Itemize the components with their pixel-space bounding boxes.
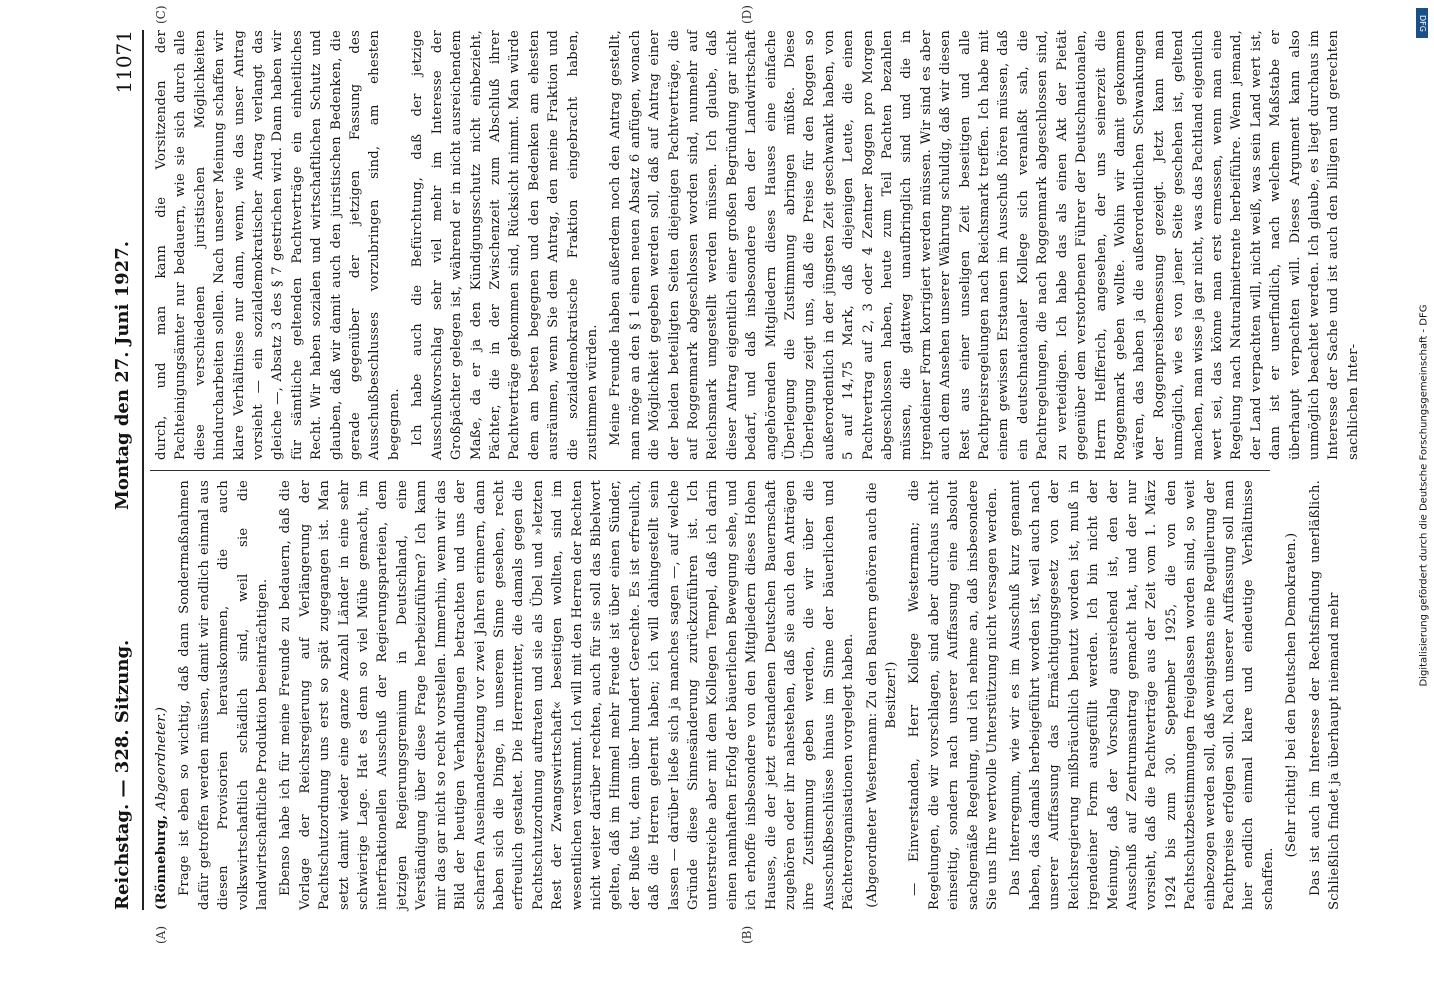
page-content [110, 5, 1361, 944]
right-column [152, 30, 1361, 460]
digitization-note [1414, 60, 1430, 940]
margin-mark-a: (A) [154, 925, 168, 944]
speaker-name: (Rönneburg, [154, 814, 169, 910]
paragraph: Meine Freunde haben außerdem noch den Antrag gestellt, man möge an den § 1 einen neuen Absatz 6 anfügen, wonach die Möglichkeit gegeben werden soll, daß auf Antrag einer der beiden beteiligten Seiten diejenigen Pachtverträge, die auf Roggenmark abgeschlossen worden sind, nunmehr auf Reichsmark umgestellt werden müssen. Ich glaube, daß dieser Antrag eigentlich einer großen Begründung gar nicht bedarf, und daß insbesondere den der Landwirtschaft angehörenden Mitgliedern dieses Hauses eine einfache Überlegung die Zustimmung abringen müßte. Diese Überlegung zeigt uns, daß die Preise für den Roggen so außerordentlich in der jüngsten Zeit geschwankt haben, von 5 auf 14,75 Mark, daß diejenigen Leute, die einen Pachtvertrag auf 2, 3 oder 4 Zentner Roggen pro Morgen abgeschlossen haben, heute zum Teil Pachten bezahlen müssen, die glattweg unaufbringlich sind und die in irgendeiner Form korrigiert werden müssen. Wir sind es aber auch dem Ansehen unserer Währung schuldig, daß wir diesen Rest aus einer unseligen Zeit beseitigen und alle Pachtpreisregelungen nach Reichsmark treffen. Ich habe mit einem gewissen Erstaunen im Ausschuß hören müssen, daß ein deutschnationaler Kollege sich veranlaßt sah, die Pachtregelungen, die nach Roggenmark abgeschlossen sind, zu verteidigen. Ich habe das als einen Akt der Pietät gegenüber dem verstorbenen Führer der Deutschnationalen, Herrn Helfferich, angesehen, der uns seinerzeit die Roggenmark geben wollte. Wohin wir damit gekommen wären, das haben ja die außerordentlichen Schwankungen der Roggenpreisbemessung gezeigt. Jetzt kann man unmöglich, wie es von jener Seite geschehen ist, geltend machen, man wisse ja gar nicht, was das Pachtland eigentlich wert sei, das könne man erst ermessen, wenn man eine Regelung nach Naturalmietrente herbeiführe. Wenn jemand, der Land verpachten will, nicht weiß, was sein Land wert ist, dann ist er unerfindlich, nach welchem Maßstabe er überhaupt verpachten will. Dieses Argument kann also unmöglich beachtet werden. Ich glaube, es liegt durchaus im Interesse der Sache und ist auch den billigen und gerechten sachlichen Inter- [608, 30, 1361, 460]
interjection: (Sehr richtig! bei den Deutschen Demokraten.) [1284, 532, 1300, 858]
paragraph: Frage ist eben so wichtig, daß dann Sondermaßnahmen dafür getroffen werden müssen, damit wir endlich einmal aus diesen Provisorien herauskommen, die auch volkswirtschaftlich schädlich sind, weil sie die landwirtschaftliche Produktion beeinträchtigen. [177, 480, 271, 910]
paragraph: Ich habe auch die Befürchtung, daß der jetzige Ausschußvorschlag sehr viel mehr im Interesse der Großpächter gelegen ist, während er in nicht ausreichendem Maße, da er ja den Kündigungsschutz nicht einbezieht, Pächter, die in der Zwischenzeit zum Abschluß ihrer Pachtverträge gekommen sind, Rücksicht nimmt. Man würde dem am besten begegnen und den Bedenken am ehesten ausräumen, wenn Sie dem Antrag, den meine Fraktion und die sozialdemokratische Fraktion eingebracht haben, zustimmen würden. [410, 30, 600, 460]
header-page-number: 11071 [112, 30, 136, 94]
header-date: Montag den 27. Juni 1927. [112, 241, 133, 510]
rotated-newspaper-page [30, 0, 1361, 970]
margin-mark-b: (B) [740, 925, 754, 944]
header-session: Reichstag. — 328. Sitzung. [112, 639, 133, 910]
margin-mark-c: (C) [154, 5, 168, 24]
paragraph: durch, und man kann die Vorsitzenden der Pachteinigungsämter nur bedauern, wie sie sich durch alle diese verschiedenen juristischen Möglichkeiten hindurcharbeiten sollen. Nach unserer Meinung schaffen wir klare Verhältnisse nur dann, wenn, wie das unser Antrag vorsieht — ein sozialdemokratischer Antrag verlangt das gleiche —, Absatz 3 des § 7 gestrichen wird. Dann haben wir für sämtliche geltenden Pachtverträge ein einheitliches Recht. Wir haben sozialen und wirtschaftlichen Schutz und glauben, daß wir damit auch den juristischen Bedenken, die gerade gegenüber der jetzigen Fassung des Ausschußbeschlusses vorzubringen sind, am ehesten begegnen. [154, 30, 402, 460]
paragraph: Das ist auch im Interesse der Rechtsfindung unerläßlich. Schließlich findet ja überhaupt niemand mehr [1307, 480, 1342, 910]
running-head [110, 30, 140, 910]
margin-mark-d: (D) [740, 5, 754, 24]
paragraph: — Einverstanden, Herr Kollege Westermann; die Regelungen, die wir vorschlagen, sind aber durchaus nicht einseitig, sondern nach unserer Auffassung eine absolut sachgemäße Regelung, und ich nehme an, daß insbesondere Sie uns Ihre wertvolle Unterstützung nicht versagen werden. [907, 480, 1001, 910]
interjection: (Abgeordneter Westermann: Zu den Bauern gehören auch die Besitzer!) [864, 482, 900, 908]
left-column [152, 480, 1342, 910]
column-divider [150, 470, 1270, 471]
header-rule [142, 30, 144, 910]
speaker-role: Abgeordneter.) [154, 706, 169, 811]
digitization-note-text: Digitalisierung gefördert durch die Deutsche Forschungsgemeinschaft - DFG [1418, 304, 1430, 687]
paragraph: Ebenso habe ich für meine Freunde zu bedauern, daß die Vorlage der Reichsregierung auf Verlängerung der Pachtschutzordnung uns erst so spät zugegangen ist. Man setzt damit wieder eine ganze Anzahl Länder in eine sehr schwierige Lage. Hat es denn so viel Mühe gemacht, im interfraktionellen Ausschuß der Regierungsparteien, dem jetzigen Regierungsgremium in Deutschland, eine Verständigung über diese Frage herbeizuführen? Ich kann mir das gar nicht so recht vorstellen. Immerhin, wenn wir das Bild der heutigen Verhandlungen betrachten und uns der scharfen Auseinandersetzung vor zwei Jahren erinnern, dann haben sich die Dinge, in unserem Sinne gesehen, recht erfreulich gestaltet. Die Herrenritter, die damals gegen die Pachtschutzordnung auftraten und sie als Übel und »letzten Rest der Zwangswirtschaft« beseitigen wollten, sind im wesentlichen verstummt. Ich will mit den Herren der Rechten nicht weiter darüber rechten, auch für sie soll das Bibelwort gelten, daß im Himmel mehr Freude ist über einen Sünder, der Buße tut, denn über hundert Gerechte. Es ist erfreulich, daß die Herren gelernt haben; ich will dahingestellt sein lassen — darüber ließe sich ja manches sagen —, auf welche Gründe diese Sinnesänderung zurückzuführen ist. Ich unterstreiche aber mit dem Kollegen Tempel, daß ich darin einen namhaften Erfolg der bäuerlichen Bewegung sehe, und ich erhoffe insbesondere von den Mitgliedern dieses Hohen Hauses, die der jetzt erstandenen Deutschen Bauernschaft zugehören oder ihr nahestehen, daß sie auch den Anträgen ihre Zustimmung geben werden, die wir über die Ausschußbeschlüsse hinaus im Sinne der bäuerlichen und Pächterorganisationen vorgelegt haben. [278, 480, 857, 910]
paragraph: Das Interregnum, wie wir es im Ausschuß kurz genannt haben, das damals herbeigeführt worden ist, weil auch nach unserer Auffassung das Ermächtigungsgesetz von der Reichsregierung mißbräuchlich benutzt worden ist, muß in irgendeiner Form ausgefüllt werden. Ich bin nicht der Meinung, daß der Vorschlag ausreichend ist, den der Ausschuß auf Zentrumsantrag gemacht hat, und der nur vorsieht, daß die Pachtverträge aus der Zeit vom 1. März 1924 bis zum 30. September 1925, die von den Pachtschutzbestimmungen freigelassen worden sind, so weit einbezogen werden soll, daß wenigstens eine Regulierung der Pachtpreise erfolgen soll. Nach unserer Auffassung soll man hier endlich einmal klare und eindeutige Verhältnisse schaffen. [1008, 480, 1276, 910]
dfg-logo: DFG [1416, 8, 1428, 38]
